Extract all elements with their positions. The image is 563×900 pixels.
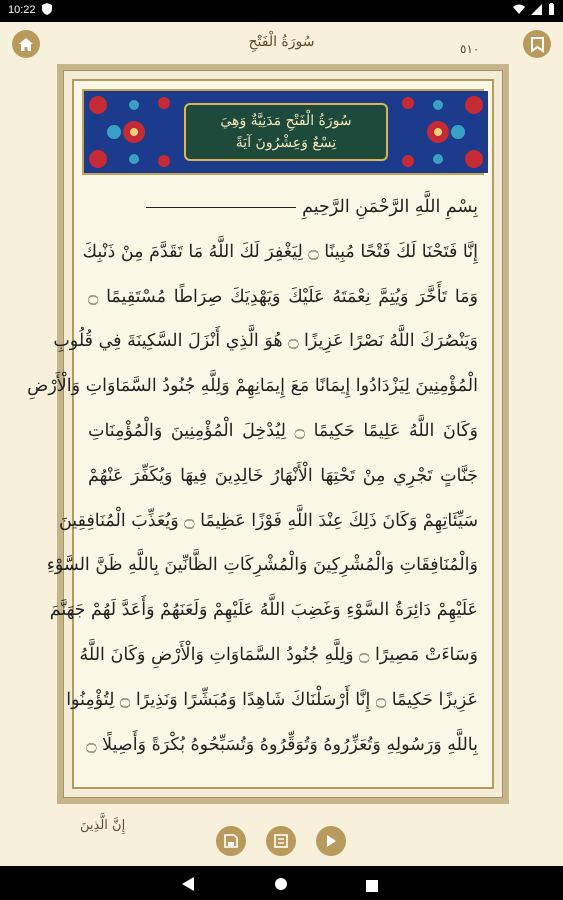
nav-back-button[interactable] — [182, 876, 194, 895]
home-circle-icon — [274, 877, 288, 891]
verse-lines — [27, 185, 479, 767]
verse-line[interactable]: جَنَّاتٍ تَجْرِي مِنْ تَحْتِهَا الْأَنْهَارُ خَالِدِينَ فِيهَا وَيُكَفِّرَ عَنْهُمْ — [88, 465, 478, 486]
verse-line[interactable]: عَزِيزًا حَكِيمًا ۝ إِنَّا أَرْسَلْنَاكَ شَاهِدًا وَمُبَشِّرًا وَنَذِيرًا ۝ لِتُؤْمِنُوا — [66, 689, 478, 710]
page-header — [0, 22, 563, 66]
system-nav-bar — [0, 866, 563, 900]
recent-apps-icon — [366, 880, 378, 892]
verse-line[interactable]: عَلَيْهِمْ دَائِرَةُ السَّوْءِ وَغَضِبَ اللَّهُ عَلَيْهِمْ وَلَعَنَهُمْ وَأَعَدَّ لَهُمْ جَهَنَّمَ — [49, 600, 478, 621]
nav-recent-button[interactable] — [366, 877, 378, 896]
shield-icon — [42, 3, 52, 18]
surah-header-ornament — [82, 89, 484, 175]
verse-line[interactable]: بِاللَّهِ وَرَسُولِهِ وَتُعَزِّرُوهُ وَتُوَقِّرُوهُ وَتُسَبِّحُوهُ بُكْرَةً وَأَصِيلًا ۝ — [86, 734, 478, 755]
bismillah-line[interactable] — [88, 185, 478, 230]
page-number: ٥١٠ — [460, 42, 480, 56]
verse-line[interactable]: وَكَانَ اللَّهُ عَلِيمًا حَكِيمًا ۝ لِيُدْخِلَ الْمُؤْمِنِينَ وَالْمُؤْمِنَاتِ — [88, 420, 479, 441]
play-button[interactable] — [316, 826, 346, 856]
verse-line[interactable]: وَمَا تَأَخَّرَ وَيُتِمَّ نِعْمَتَهُ عَلَيْكَ وَيَهْدِيَكَ صِرَاطًا مُسْتَقِيمًا ۝ — [88, 286, 478, 307]
verse-line[interactable]: وَالْمُنَافِقَاتِ وَالْمُشْرِكِينَ وَالْمُشْرِكَاتِ الظَّانِّينَ بِاللَّهِ ظَنَّ السَّوْءِ — [46, 555, 478, 576]
surah-name-header: سُورَةُ الْفَتْحِ — [248, 34, 315, 50]
page-frame-border — [27, 70, 503, 798]
save-button[interactable] — [216, 826, 246, 856]
verse-line[interactable]: وَيَنْصُرَكَ اللَّهُ نَصْرًا عَزِيزًا ۝ هُوَ الَّذِي أَنْزَلَ السَّكِينَةَ فِي قُلُوبِ — [53, 331, 478, 352]
verse-line[interactable]: الْمُؤْمِنِينَ لِيَزْدَادُوا إِيمَانًا مَعَ إِيمَانِهِمْ وَلِلَّهِ جُنُودُ السَّمَاوَاتِ وَالْأَرْضِ — [27, 376, 478, 397]
save-icon — [224, 834, 238, 848]
surah-info-line-1: سُورَةُ الْفَتْحِ مَدَنِيَّةٌ وَهِيَ — [220, 113, 352, 129]
bismillah-text: بِسْمِ اللَّهِ الرَّحْمَنِ الرَّحِيمِ — [302, 197, 478, 217]
verse-line[interactable]: وَسَاءَتْ مَصِيرًا ۝ وَلِلَّهِ جُنُودُ السَّمَاوَاتِ وَالْأَرْضِ وَكَانَ اللَّهُ — [79, 644, 478, 665]
wifi-icon — [513, 4, 525, 14]
nav-home-button[interactable] — [274, 876, 288, 895]
bookmark-icon — [532, 38, 543, 51]
bookmark-button[interactable] — [523, 30, 551, 58]
list-icon — [274, 834, 288, 848]
signal-icon — [531, 4, 542, 15]
back-triangle-icon — [182, 877, 194, 891]
surah-title-cartouche — [184, 103, 388, 161]
list-button[interactable] — [266, 826, 296, 856]
battery-icon — [548, 3, 555, 15]
play-icon — [325, 834, 337, 848]
bottom-controls — [0, 826, 563, 856]
verse-line[interactable]: سَيِّئَاتِهِمْ وَكَانَ ذَلِكَ عِنْدَ اللَّهِ فَوْزًا عَظِيمًا ۝ وَيُعَذِّبَ الْمُنَافِقِينَ — [58, 510, 478, 531]
status-indicators — [513, 3, 555, 15]
verse-line[interactable]: إِنَّا فَتَحْنَا لَكَ فَتْحًا مُبِينًا ۝ لِيَغْفِرَ لَكَ اللَّهُ مَا تَقَدَّمَ مِنْ ذَنْبِكَ — [82, 241, 478, 262]
surah-info-line-2: تِسْعٌ وَعِشْرُونَ آيَةً — [235, 135, 337, 151]
bismillah-rule — [146, 207, 296, 208]
status-time: 10:22 — [8, 4, 36, 16]
next-page-catchword: إِنَّ الَّذِينَ — [80, 818, 126, 833]
status-bar — [0, 0, 563, 22]
page-content[interactable] — [27, 79, 494, 789]
page-frame — [27, 64, 509, 804]
